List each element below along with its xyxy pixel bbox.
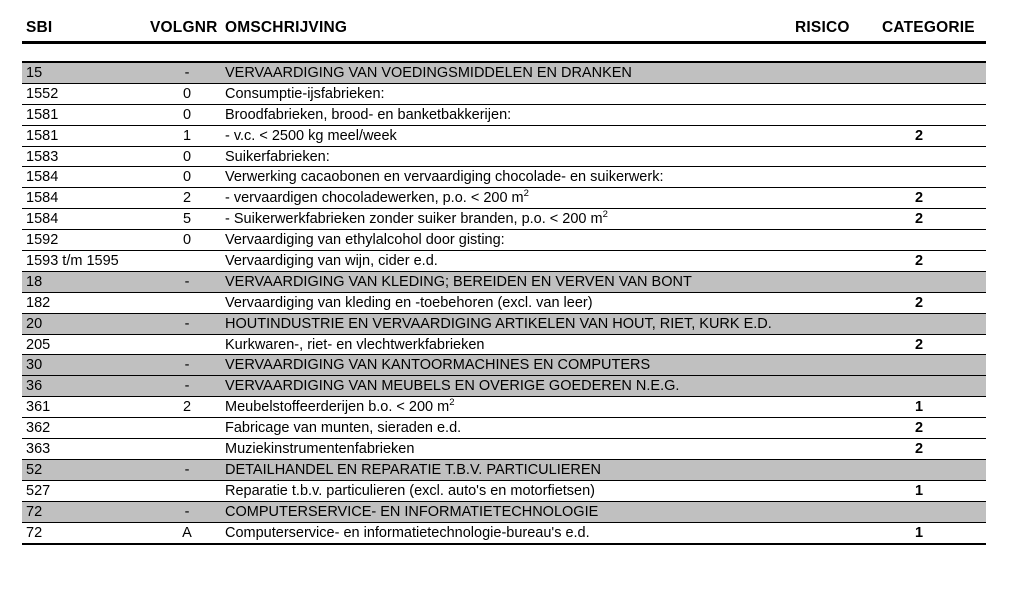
table-header-row [22, 18, 986, 44]
cell-volgnr: 0 [182, 232, 192, 249]
cell-volgnr: - [184, 65, 190, 81]
cell-sbi: 72 [26, 524, 43, 541]
cell-categorie: 2 [914, 127, 924, 144]
cell-omschrijving: DETAILHANDEL EN REPARATIE T.B.V. PARTICULIEREN [225, 461, 602, 478]
table-row [22, 251, 986, 272]
table-body [22, 61, 986, 545]
cell-volgnr: 1 [182, 127, 192, 144]
cell-omschrijving: Fabricage van munten, sieraden e.d. [225, 420, 462, 437]
cell-volgnr: 5 [182, 211, 192, 228]
cell-sbi: 52 [26, 461, 43, 478]
cell-omschrijving: VERVAARDIGING VAN MEUBELS EN OVERIGE GOEDEREN N.E.G. [225, 378, 680, 395]
cell-omschrijving: COMPUTERSERVICE- EN INFORMATIETECHNOLOGIE [225, 503, 599, 520]
cell-categorie: 2 [914, 336, 924, 353]
table-group-row [22, 272, 986, 293]
table-row [22, 126, 986, 147]
cell-categorie: 1 [914, 399, 924, 416]
cell-sbi: 527 [26, 482, 51, 499]
table-row [22, 167, 986, 188]
cell-omschrijving: Suikerfabrieken: [225, 148, 330, 165]
column-header-categorie: CATEGORIE [882, 19, 975, 36]
cell-sbi: 362 [26, 420, 51, 437]
table-row [22, 335, 986, 356]
cell-categorie: 1 [914, 482, 924, 499]
cell-categorie: 2 [914, 211, 924, 228]
cell-sbi: 182 [26, 294, 51, 311]
cell-sbi: 20 [26, 315, 43, 332]
cell-omschrijving: Consumptie-ijsfabrieken: [225, 85, 385, 102]
table-group-row [22, 376, 986, 397]
cell-omschrijving: Meubelstoffeerderijen b.o. < 200 $m^2$ [225, 397, 455, 416]
cell-omschrijving: Kurkwaren-, riet- en vlechtwerkfabrieken [225, 336, 485, 353]
cell-sbi: 72 [26, 503, 43, 520]
cell-volgnr: 0 [182, 148, 192, 165]
cell-volgnr: - [184, 273, 190, 290]
cell-omschrijving: VERVAARDIGING VAN KLEDING; BEREIDEN EN VERVEN VAN BONT [225, 273, 692, 290]
table-row [22, 397, 986, 418]
table-row [22, 439, 986, 460]
cell-omschrijving: Broodfabrieken, brood- en banketbakkerijen: [225, 106, 512, 123]
cell-sbi: 1581 [26, 127, 59, 144]
table-row [22, 84, 986, 105]
cell-omschrijving: VERVAARDIGING VAN KANTOORMACHINES EN COMPUTERS [225, 357, 651, 374]
cell-omschrijving: - vervaardigen chocoladewerken, p.o. < 200 $m^2$ [225, 188, 529, 207]
cell-volgnr: 0 [182, 106, 192, 123]
table-group-row [22, 314, 986, 335]
cell-volgnr: - [184, 461, 190, 478]
cell-categorie: 1 [914, 524, 924, 541]
cell-omschrijving: Vervaardiging van wijn, cider e.d. [225, 253, 438, 270]
cell-omschrijving: Computerservice- en informatietechnologie-bureau's e.d. [225, 524, 590, 541]
column-header-omschrijving: OMSCHRIJVING [225, 19, 348, 36]
cell-sbi: 1581 [26, 106, 59, 123]
cell-sbi: 363 [26, 441, 51, 458]
cell-sbi: 18 [26, 273, 43, 290]
cell-omschrijving: Vervaardiging van ethylalcohol door gisting: [225, 232, 505, 249]
cell-categorie: 2 [914, 190, 924, 207]
cell-sbi: 15 [26, 65, 43, 81]
cell-sbi: 1552 [26, 85, 59, 102]
cell-volgnr: 2 [182, 399, 192, 416]
table-row [22, 293, 986, 314]
cell-volgnr: A [182, 524, 192, 541]
table-row [22, 147, 986, 168]
cell-sbi: 1593 t/m 1595 [26, 253, 119, 270]
cell-omschrijving: - Suikerwerkfabrieken zonder suiker branden, p.o. < 200 $m^2$ [225, 209, 608, 228]
cell-sbi: 1584 [26, 169, 59, 186]
cell-volgnr: - [184, 503, 190, 520]
cell-omschrijving: - v.c. < 2500 kg meel/week [225, 127, 397, 144]
cell-categorie: 2 [914, 253, 924, 270]
table-row [22, 209, 986, 230]
cell-omschrijving: Vervaardiging van kleding en -toebehoren (excl. van leer) [225, 294, 593, 311]
cell-omschrijving: HOUTINDUSTRIE EN VERVAARDIGING ARTIKELEN VAN HOUT, RIET, KURK E.D. [225, 315, 772, 332]
cell-sbi: 1592 [26, 232, 59, 249]
cell-omschrijving: VERVAARDIGING VAN VOEDINGSMIDDELEN EN DRANKEN [225, 65, 632, 81]
cell-sbi: 205 [26, 336, 51, 353]
table-group-row [22, 355, 986, 376]
cell-volgnr: 0 [182, 169, 192, 186]
cell-sbi: 30 [26, 357, 43, 374]
table-row [22, 105, 986, 126]
cell-volgnr: - [184, 378, 190, 395]
table-row [22, 418, 986, 439]
cell-categorie: 2 [914, 294, 924, 311]
table-row [22, 481, 986, 502]
cell-omschrijving: Muziekinstrumentenfabrieken [225, 441, 415, 458]
table-row [22, 230, 986, 251]
column-header-volgnr: VOLGNR [150, 19, 218, 36]
column-header-risico: RISICO [795, 19, 850, 36]
cell-sbi: 1584 [26, 211, 59, 228]
cell-sbi: 1584 [26, 190, 59, 207]
cell-sbi: 361 [26, 399, 51, 416]
table-row [22, 188, 986, 209]
cell-sbi: 36 [26, 378, 43, 395]
table-group-row [22, 460, 986, 481]
table-group-row [22, 502, 986, 523]
column-header-sbi: SBI [26, 19, 53, 36]
cell-omschrijving: Reparatie t.b.v. particulieren (excl. auto's en motorfietsen) [225, 482, 596, 499]
cell-categorie: 2 [914, 420, 924, 437]
cell-volgnr: 0 [182, 85, 192, 102]
cell-volgnr: - [184, 357, 190, 374]
table-row [22, 523, 986, 544]
cell-omschrijving: Verwerking cacaobonen en vervaardiging chocolade- en suikerwerk: [225, 169, 664, 186]
cell-volgnr: - [184, 315, 190, 332]
table-group-row [22, 63, 986, 84]
cell-sbi: 1583 [26, 148, 59, 165]
cell-categorie: 2 [914, 441, 924, 458]
cell-volgnr: 2 [182, 190, 192, 207]
